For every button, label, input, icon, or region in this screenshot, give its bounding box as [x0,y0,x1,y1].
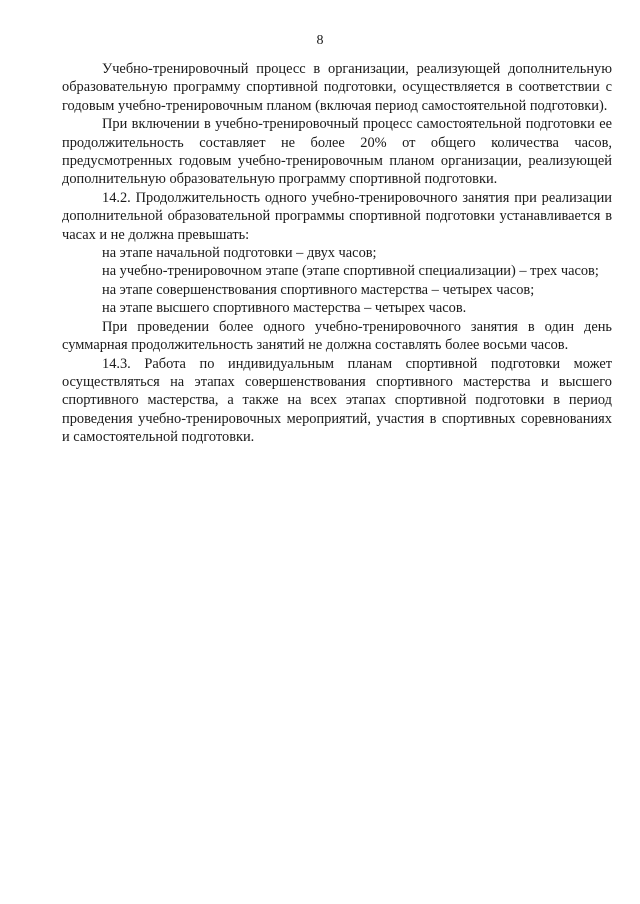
paragraph-training-stage: на учебно-тренировочном этапе (этапе спортивной специализации) – трех часов; [102,263,599,280]
paragraph-initial-stage: на этапе начальной подготовки – двух часов; [102,245,377,262]
page-number: 8 [316,33,324,48]
paragraph-improvement-stage: на этапе совершенствования спортивного мастерства – четырех часов; [102,281,535,298]
paragraph-training-process: Учебно-тренировочный процесс в организации, реализующей дополнительную образовательную программу спортивной подготовки, осуществляется в соответствии с годовым учебно-тренировочным планом (включая период самостоятельной подготовки). [62,61,612,114]
document-body [62,60,612,447]
paragraph-daily-limit: При проведении более одного учебно-тренировочного занятия в один день суммарная продолжительность занятий не должна составлять более восьми часов. [62,318,612,354]
paragraph-higher-mastery-stage: на этапе высшего спортивного мастерства – четырех часов. [102,300,467,317]
paragraph-14-2: 14.2. Продолжительность одного учебно-тренировочного занятия при реализации дополнительной образовательной программы спортивной подготовки устанавливается в часах и не должна превышать: [62,189,612,243]
paragraph-14-3: 14.3. Работа по индивидуальным планам спортивной подготовки может осуществляться на этапах совершенствования спортивного мастерства и высшего спортивного мастерства, а также на всех этапах спортивной подготовки в период проведения учебно-тренировочных мероприятий, участия в спортивных соревнованиях и самостоятельной подготовки. [62,355,612,446]
paragraph-self-training: При включении в учебно-тренировочный процесс самостоятельной подготовки ее продолжительность составляет не более 20% от общего количества часов, предусмотренных годовым учебно-тренировочным планом организации, реализующей дополнительную образовательную программу спортивной подготовки. [62,116,612,188]
